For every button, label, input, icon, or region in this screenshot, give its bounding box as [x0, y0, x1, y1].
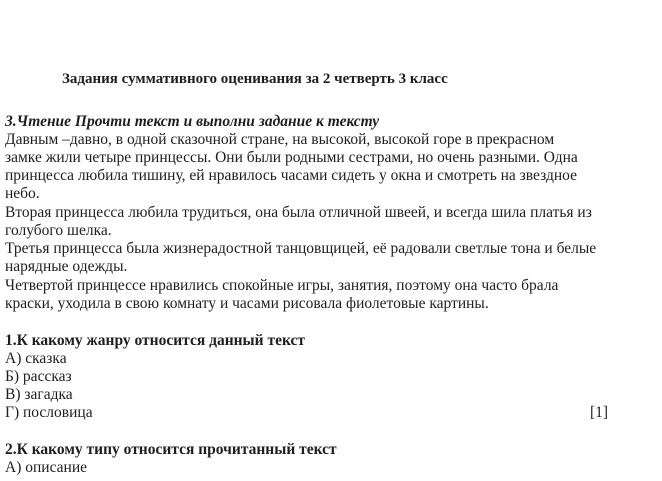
- text-line: Вторая принцесса любила трудиться, она была отличной швеей, и всегда шила платья из: [5, 204, 592, 221]
- question-1-mark: [1]: [590, 404, 609, 421]
- text-line: замке жили четыре принцессы. Они были родными сестрами, но очень разными. Одна: [5, 149, 578, 166]
- question-1-option: Г) пословица: [5, 404, 93, 421]
- question-2-option: А) описание: [5, 459, 87, 476]
- worksheet-heading: Задания суммативного оценивания за 2 четверть 3 класс: [62, 71, 448, 87]
- question-1-title: 1.К какому жанру относится данный текст: [5, 332, 305, 349]
- text-line: нарядные одежды.: [5, 258, 128, 275]
- question-2-title: 2.К какому типу относится прочитанный текст: [5, 441, 337, 458]
- question-1-option: А) сказка: [5, 350, 67, 367]
- text-line: принцесса любила тишину, ей нравилось часами сидеть у окна и смотреть на звездное: [5, 167, 577, 184]
- question-1-option: Б) рассказ: [5, 368, 72, 385]
- reading-section-title: 3.Чтение Прочти текст и выполни задание к тексту: [5, 113, 380, 130]
- question-1-option: В) загадка: [5, 386, 73, 403]
- text-line: небо.: [5, 185, 40, 202]
- text-line: Четвертой принцессе нравились спокойные игры, занятия, поэтому она часто брала: [5, 277, 559, 294]
- text-line: краски, уходила в свою комнату и часами рисовала фиолетовые картины.: [5, 295, 489, 312]
- text-line: Третья принцесса была жизнерадостной танцовщицей, её радовали светлые тона и белые: [5, 240, 597, 257]
- text-line: Давным –давно, в одной сказочной стране, на высокой, высокой горе в прекрасном: [5, 131, 555, 148]
- text-line: голубого шелка.: [5, 222, 112, 239]
